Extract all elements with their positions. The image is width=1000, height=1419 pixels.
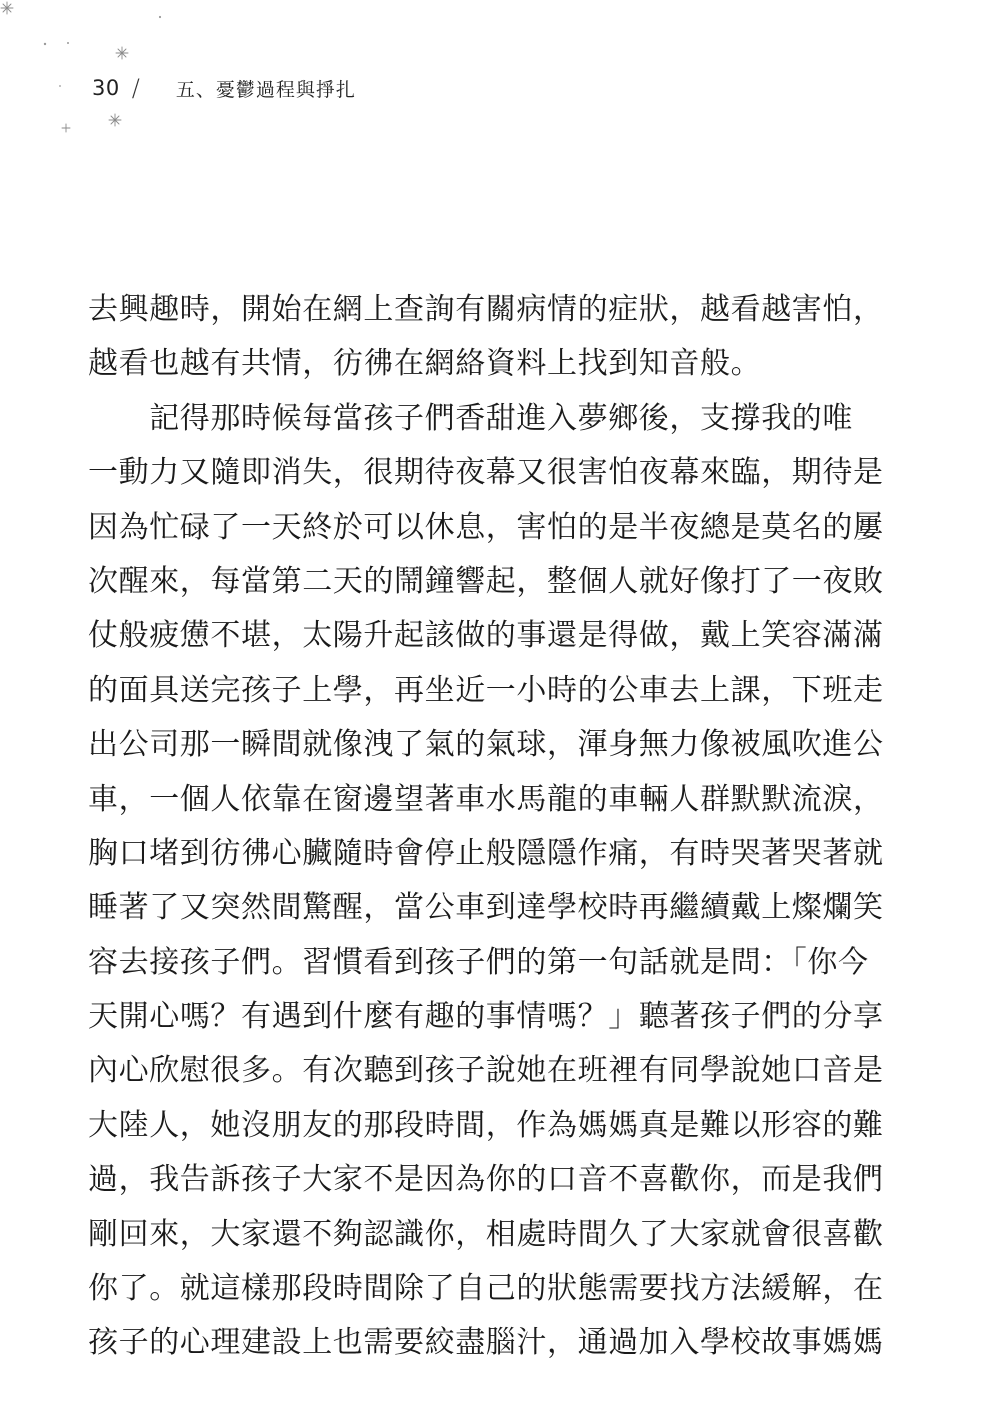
text-line: 孩子的心理建設上也需要絞盡腦汁，通過加入學校故事媽媽: [88, 1325, 884, 1361]
running-header: [92, 70, 356, 106]
text-line: 睡著了又突然間驚醒，當公車到達學校時再繼續戴上燦爛笑: [88, 890, 884, 926]
text-line: 記得那時候每當孩子們香甜進入夢鄉後，支撐我的唯: [88, 400, 853, 436]
text-line: 去興趣時，開始在網上查詢有關病情的症狀，越看越害怕，: [88, 292, 884, 327]
text-line: 容去接孩子們。習慣看到孩子們的第一句話就是問：「你今: [88, 944, 869, 980]
text-line: 天開心嗎？有遇到什麼有趣的事情嗎？」聽著孩子們的分享: [88, 999, 884, 1035]
page-number: 30: [92, 76, 120, 100]
header-separator: /: [131, 74, 140, 102]
body-text: [88, 283, 884, 1371]
text-line: 一動力又隨即消失，很期待夜幕又很害怕夜幕來臨，期待是: [88, 455, 884, 491]
text-line: 仗般疲憊不堪，太陽升起該做的事還是得做，戴上笑容滿滿: [88, 618, 884, 654]
text-line: 車，一個人依靠在窗邊望著車水馬龍的車輛人群默默流淚，: [88, 781, 884, 817]
text-line: 你了。就這樣那段時間除了自己的狀態需要找方法緩解，在: [88, 1271, 884, 1307]
text-line: 過，我告訴孩子大家不是因為你的口音不喜歡你，而是我們: [88, 1162, 884, 1198]
text-line: 的面具送完孩子上學，再坐近一小時的公車去上課，下班走: [88, 672, 884, 708]
text-line: 內心欣慰很多。有次聽到孩子說她在班裡有同學說她口音是: [88, 1053, 884, 1089]
text-line: 次醒來，每當第二天的鬧鐘響起，整個人就好像打了一夜敗: [88, 563, 884, 599]
text-line: 胸口堵到彷彿心臟隨時會停止般隱隱作痛，有時哭著哭著就: [88, 835, 884, 871]
text-line: 剛回來，大家還不夠認識你，相處時間久了大家就會很喜歡: [88, 1216, 884, 1252]
text-line: 大陸人，她沒朋友的那段時間，作為媽媽真是難以形容的難: [88, 1107, 884, 1143]
chapter-title: 五、憂鬱過程與掙扎: [175, 78, 356, 101]
text-line: 越看也越有共情，彷彿在網絡資料上找到知音般。: [88, 346, 762, 382]
text-line: 出公司那一瞬間就像洩了氣的氣球，渾身無力像被風吹進公: [88, 727, 884, 763]
text-line: 因為忙碌了一天終於可以休息，害怕的是半夜總是莫名的屢: [88, 509, 884, 545]
